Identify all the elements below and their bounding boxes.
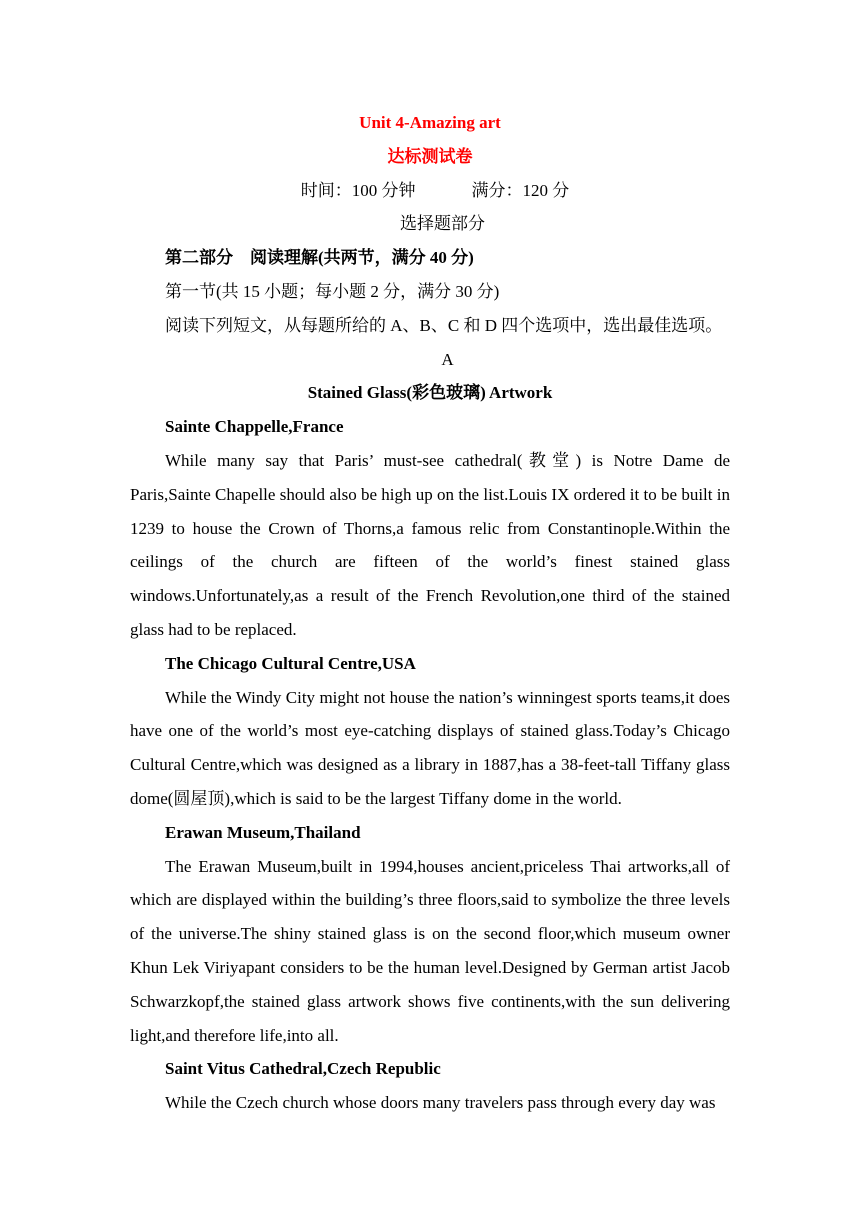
passage-title: Stained Glass(彩色玻璃) Artwork bbox=[307, 383, 553, 403]
item-heading: The Chicago Cultural Centre,USA bbox=[165, 653, 416, 673]
full-score: 满分：120 分 bbox=[471, 180, 570, 200]
item-body: While the Czech church whose doors many travelers pass through every day was bbox=[165, 1093, 716, 1113]
item-body: The Erawan Museum,built in 1994,houses ancient,priceless Thai artworks,all of which are displayed within the building’s three floors,said to symbolize the three levels of the universe.The shiny stained glass is on the second floor,which museum owner Khun Lek Viriyapant considers to be the human level.Designed by German artist Jacob Schwarzkopf,the stained glass artwork shows five continents,with the sun delivering light,and therefore life,into all. bbox=[130, 856, 730, 1045]
unit-title: Unit 4-Amazing art bbox=[359, 113, 501, 132]
time-limit: 时间：100 分钟 bbox=[300, 180, 416, 200]
exam-info bbox=[130, 174, 730, 208]
document-page bbox=[130, 106, 730, 1120]
part-title: 第二部分 阅读理解(共两节，满分 40 分) bbox=[165, 248, 474, 268]
passage-letter: A bbox=[441, 349, 454, 369]
section-type: 选择题部分 bbox=[400, 214, 485, 234]
item-body: While many say that Paris’ must-see cathedral(教堂) is Notre Dame de Paris,Sainte Chapelle should also be high up on the list.Louis IX ordered it to be built in 1239 to house the Crown of Thorns,a famous relic from Constantinople.Within the ceilings of the church are fifteen of the world’s finest stained glass windows.Unfortunately,as a result of the French Revolution,one third of the stained glass had to be replaced. bbox=[130, 450, 730, 639]
item-heading: Sainte Chappelle,France bbox=[165, 417, 344, 437]
item-heading: Saint Vitus Cathedral,Czech Republic bbox=[165, 1059, 441, 1079]
instructions: 阅读下列短文，从每题所给的 A、B、C 和 D 四个选项中，选出最佳选项。 bbox=[165, 315, 723, 335]
section-title: 第一节(共 15 小题；每小题 2 分，满分 30 分) bbox=[165, 281, 500, 301]
item-heading: Erawan Museum,Thailand bbox=[165, 822, 361, 842]
test-subtitle: 达标测试卷 bbox=[387, 146, 473, 166]
item-body: While the Windy City might not house the nation’s winningest sports teams,it does have one of the world’s most eye-catching displays of stained glass.Today’s Chicago Cultural Centre,which was designed as a library in 1887,has a 38-feet-tall Tiffany glass dome(圆屋顶),which is said to be the largest Tiffany dome in the world. bbox=[130, 687, 730, 808]
